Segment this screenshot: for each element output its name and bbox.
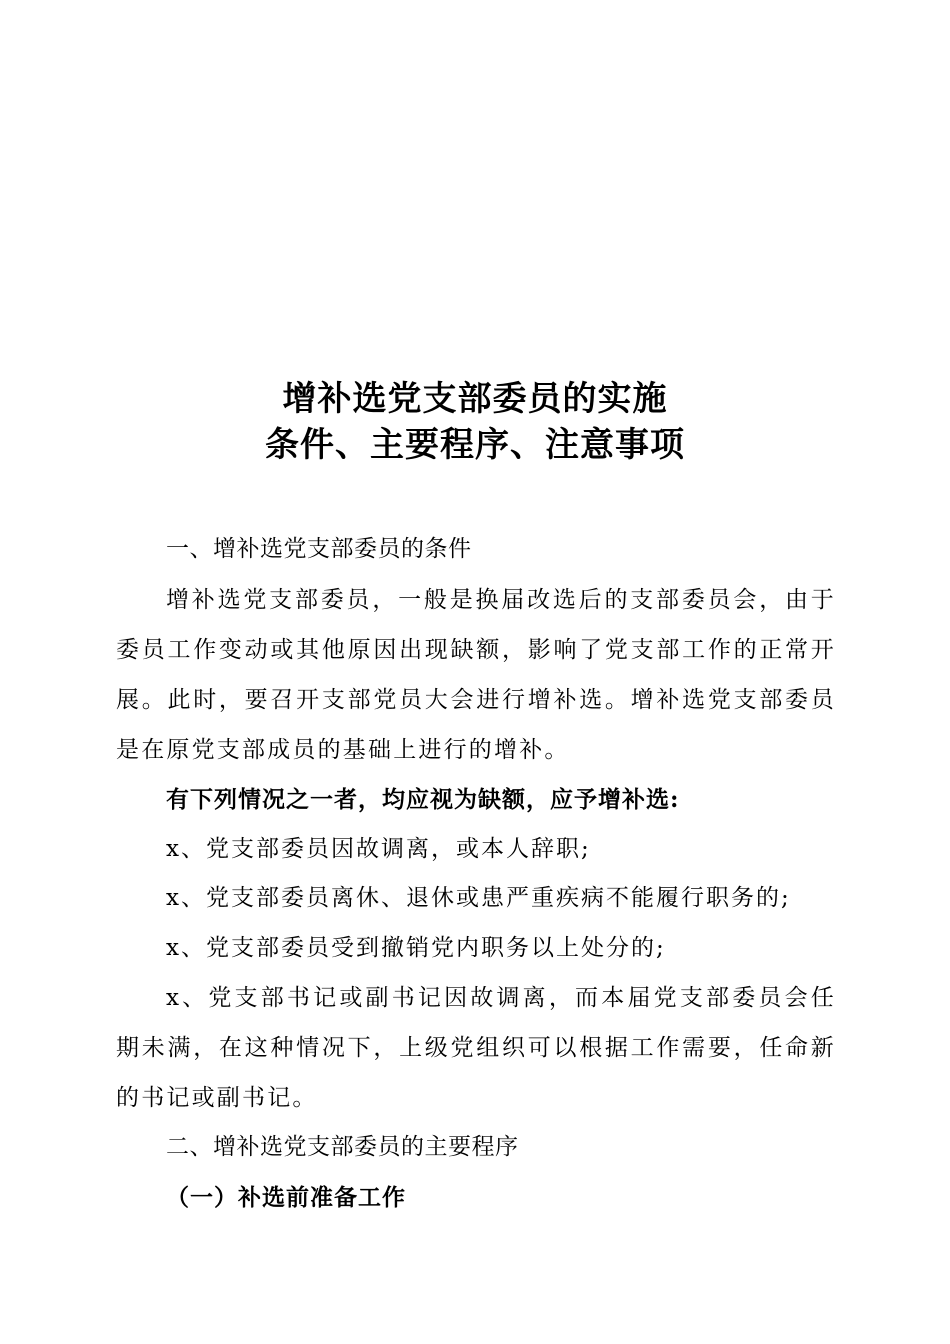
section-1-heading: 一、增补选党支部委员的条件 bbox=[166, 536, 472, 562]
vacancy-item-3: x、党支部委员受到撤销党内职务以上处分的; bbox=[166, 935, 666, 961]
vacancy-item-1: x、党支部委员因故调离，或本人辞职; bbox=[166, 836, 591, 862]
vacancy-item-2: x、党支部委员离休、退休或患严重疾病不能履行职务的; bbox=[166, 885, 791, 911]
subsection-1-heading: （一）补选前准备工作 bbox=[166, 1184, 406, 1211]
section-1-paragraph: 增补选党支部委员，一般是换届改选后的支部委员会，由于委员工作变动或其他原因出现缺额，影响了党支部工作的正常开展。此时，要召开支部党员大会进行增补选。增补选党支部委员是在原党支部成员的基础上进行的增补。 bbox=[116, 587, 836, 763]
section-2-heading: 二、增补选党支部委员的主要程序 bbox=[166, 1134, 519, 1160]
vacancy-item-4: x、党支部书记或副书记因故调离，而本届党支部委员会任期未满，在这种情况下，上级党组织可以根据工作需要，任命新的书记或副书记。 bbox=[116, 985, 836, 1111]
document-title-line-1: 增补选党支部委员的实施 bbox=[282, 379, 668, 419]
document-title-line-2: 条件、主要程序、注意事项 bbox=[265, 425, 685, 465]
vacancy-intro: 有下列情况之一者，均应视为缺额，应予增补选: bbox=[166, 786, 680, 813]
